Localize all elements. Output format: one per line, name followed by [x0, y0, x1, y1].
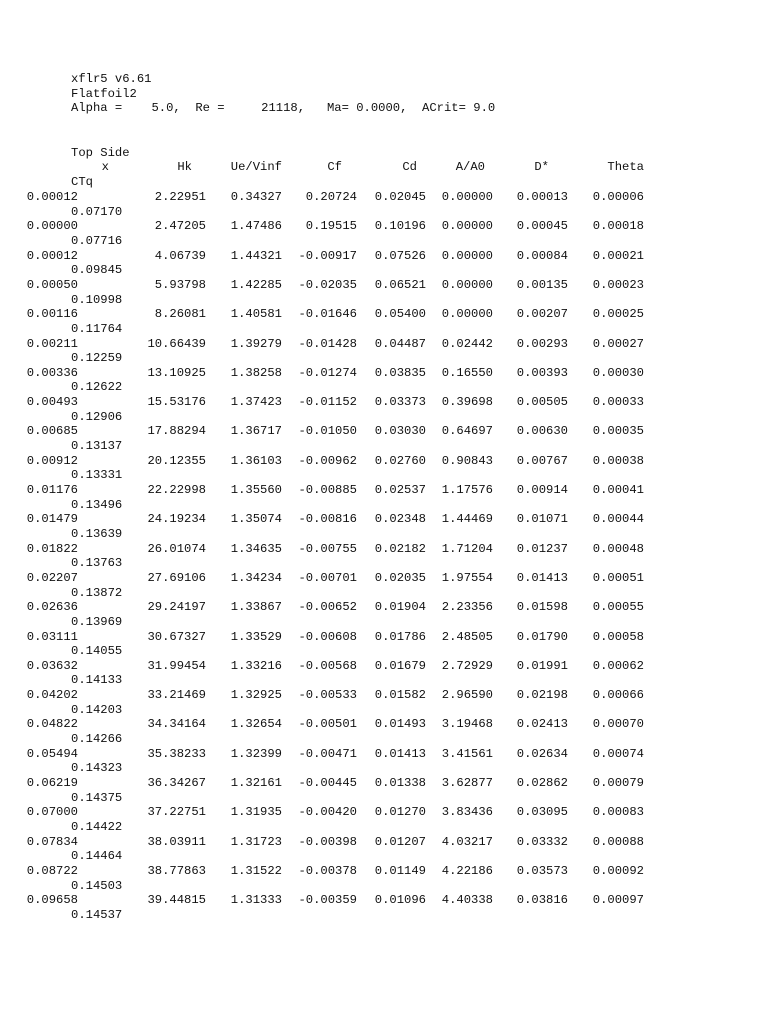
cell-ctq: 0.14537 [71, 907, 123, 922]
cell-hk: 5.93798 [154, 277, 206, 292]
cell-a-a0: 3.83436 [441, 805, 493, 820]
cell-ue-vinf: 1.31522 [230, 863, 282, 878]
cell-ctq: 0.13496 [71, 497, 123, 512]
cell-cd: 0.01904 [374, 600, 426, 615]
cell-cd: 0.01786 [374, 629, 426, 644]
cell-dstar: 0.03816 [516, 893, 568, 908]
cell-hk: 30.67327 [147, 629, 206, 644]
cell-ue-vinf: 1.32161 [230, 776, 282, 790]
cell-ue-vinf: 1.36103 [230, 453, 282, 468]
cell-ue-vinf: 1.33529 [230, 629, 282, 644]
cell-dstar: 0.03332 [516, 834, 568, 849]
cell-theta: 0.00092 [592, 863, 644, 878]
cell-a-a0: 2.48505 [441, 629, 493, 644]
cell-dstar: 0.02413 [516, 717, 568, 732]
cell-ctq: 0.14133 [71, 673, 123, 688]
cell-theta: 0.00051 [592, 570, 644, 585]
cell-x: 0.00012 [26, 248, 78, 263]
cell-ue-vinf: 1.34234 [230, 570, 282, 585]
cell-theta: 0.00021 [592, 248, 644, 263]
cell-ctq: 0.07716 [71, 233, 123, 248]
cell-cd: 0.01582 [374, 688, 426, 703]
cell-x: 0.04202 [26, 688, 78, 703]
cell-cd: 0.10196 [374, 219, 426, 234]
cell-ue-vinf: 1.42285 [230, 277, 282, 292]
cell-ctq: 0.14055 [71, 644, 123, 659]
cell-hk: 39.44815 [147, 893, 206, 908]
cell-hk: 33.21469 [147, 688, 206, 703]
cell-theta: 0.00018 [592, 219, 644, 234]
cell-hk: 26.01074 [147, 541, 206, 556]
cell-cd: 0.02537 [374, 483, 426, 497]
cell-cf: 0.20724 [305, 190, 357, 204]
cell-theta: 0.00070 [592, 717, 644, 732]
cell-ue-vinf: 1.33867 [230, 600, 282, 615]
cell-dstar: 0.00084 [516, 248, 568, 263]
cell-hk: 22.22998 [147, 483, 206, 497]
cell-ue-vinf: 1.37423 [230, 395, 282, 410]
cell-theta: 0.00062 [592, 658, 644, 673]
cell-x: 0.00050 [26, 277, 78, 292]
cell-ctq: 0.13872 [71, 585, 123, 600]
cell-theta: 0.00033 [592, 395, 644, 410]
cell-dstar: 0.02862 [516, 776, 568, 790]
cell-ctq: 0.14266 [71, 732, 123, 746]
cell-hk: 35.38233 [147, 746, 206, 761]
cell-cd: 0.02045 [374, 190, 426, 204]
column-header-ue-vinf: Ue/Vinf [230, 160, 282, 174]
cell-x: 0.01822 [26, 541, 78, 556]
cell-theta: 0.00006 [592, 190, 644, 204]
cell-cf: -0.01152 [298, 395, 357, 410]
cell-theta: 0.00058 [592, 629, 644, 644]
cell-cd: 0.01679 [374, 658, 426, 673]
cell-ue-vinf: 1.32925 [230, 688, 282, 703]
column-header-theta: Theta [607, 160, 644, 174]
run-conditions: Alpha = 5.0, Re = 21118, Ma= 0.0000, ACrit= 9.0 [71, 101, 496, 115]
column-header-dstar: D* [534, 160, 549, 174]
cell-cf: -0.00359 [298, 893, 357, 908]
column-header-a-a0: A/A0 [455, 160, 485, 174]
cell-theta: 0.00097 [592, 893, 644, 908]
cell-ue-vinf: 1.31333 [230, 893, 282, 908]
cell-a-a0: 1.97554 [441, 570, 493, 585]
cell-hk: 4.06739 [154, 248, 206, 263]
cell-dstar: 0.01237 [516, 541, 568, 556]
cell-x: 0.06219 [26, 776, 78, 790]
cell-ue-vinf: 1.32654 [230, 717, 282, 732]
cell-cf: -0.00420 [298, 805, 357, 820]
cell-a-a0: 1.17576 [441, 483, 493, 497]
cell-ctq: 0.13763 [71, 556, 123, 571]
cell-hk: 38.03911 [147, 834, 206, 849]
section-title: Top Side [71, 146, 130, 160]
cell-a-a0: 2.72929 [441, 658, 493, 673]
cell-hk: 2.22951 [154, 190, 206, 204]
cell-a-a0: 4.22186 [441, 863, 493, 878]
cell-dstar: 0.01790 [516, 629, 568, 644]
cell-cf: -0.00568 [298, 658, 357, 673]
cell-cf: -0.01428 [298, 336, 357, 351]
cell-ue-vinf: 1.32399 [230, 746, 282, 761]
cell-cf: 0.19515 [305, 219, 357, 234]
cell-cf: -0.00378 [298, 863, 357, 878]
cell-x: 0.03111 [26, 629, 78, 644]
cell-x: 0.01176 [26, 483, 78, 497]
cell-cd: 0.06521 [374, 277, 426, 292]
cell-ue-vinf: 1.39279 [230, 336, 282, 351]
cell-cd: 0.03373 [374, 395, 426, 410]
cell-cd: 0.01207 [374, 834, 426, 849]
cell-cd: 0.01413 [374, 746, 426, 761]
cell-ctq: 0.13639 [71, 526, 123, 541]
cell-cf: -0.00652 [298, 600, 357, 615]
cell-ue-vinf: 1.35560 [230, 483, 282, 497]
cell-cd: 0.03835 [374, 365, 426, 380]
cell-cd: 0.02182 [374, 541, 426, 556]
cell-cf: -0.00816 [298, 512, 357, 527]
cell-cf: -0.01274 [298, 365, 357, 380]
cell-cd: 0.02035 [374, 570, 426, 585]
cell-x: 0.08722 [26, 863, 78, 878]
cell-ctq: 0.09845 [71, 263, 123, 278]
cell-x: 0.07834 [26, 834, 78, 849]
cell-ctq: 0.14323 [71, 761, 123, 776]
cell-x: 0.02207 [26, 570, 78, 585]
cell-theta: 0.00025 [592, 307, 644, 322]
cell-cd: 0.04487 [374, 336, 426, 351]
cell-cd: 0.01096 [374, 893, 426, 908]
cell-hk: 31.99454 [147, 658, 206, 673]
cell-ue-vinf: 1.36717 [230, 424, 282, 439]
cell-theta: 0.00038 [592, 453, 644, 468]
cell-ue-vinf: 1.31935 [230, 805, 282, 820]
cell-ctq: 0.12259 [71, 351, 123, 366]
cell-dstar: 0.00207 [516, 307, 568, 322]
cell-cf: -0.00471 [298, 746, 357, 761]
cell-x: 0.00211 [26, 336, 78, 351]
cell-ue-vinf: 1.33216 [230, 658, 282, 673]
cell-cd: 0.05400 [374, 307, 426, 322]
cell-cd: 0.02348 [374, 512, 426, 527]
cell-a-a0: 2.23356 [441, 600, 493, 615]
cell-dstar: 0.02634 [516, 746, 568, 761]
column-header-ctq: CTq [71, 175, 93, 189]
cell-dstar: 0.00135 [516, 277, 568, 292]
cell-cd: 0.01270 [374, 805, 426, 820]
cell-ctq: 0.13969 [71, 614, 123, 629]
cell-hk: 38.77863 [147, 863, 206, 878]
cell-a-a0: 0.90843 [441, 453, 493, 468]
cell-ue-vinf: 1.47486 [230, 219, 282, 234]
cell-dstar: 0.01071 [516, 512, 568, 527]
cell-a-a0: 2.96590 [441, 688, 493, 703]
cell-dstar: 0.00293 [516, 336, 568, 351]
cell-dstar: 0.03095 [516, 805, 568, 820]
column-header-hk: Hk [177, 160, 192, 174]
cell-theta: 0.00041 [592, 483, 644, 497]
cell-hk: 20.12355 [147, 453, 206, 468]
cell-cf: -0.00755 [298, 541, 357, 556]
cell-dstar: 0.00630 [516, 424, 568, 439]
cell-dstar: 0.01598 [516, 600, 568, 615]
cell-a-a0: 0.64697 [441, 424, 493, 439]
cell-theta: 0.00088 [592, 834, 644, 849]
cell-ctq: 0.10998 [71, 292, 123, 307]
cell-ctq: 0.14375 [71, 790, 123, 805]
cell-theta: 0.00027 [592, 336, 644, 351]
cell-ctq: 0.11764 [71, 321, 123, 336]
cell-theta: 0.00023 [592, 277, 644, 292]
cell-x: 0.00912 [26, 453, 78, 468]
cell-a-a0: 0.00000 [441, 219, 493, 234]
cell-dstar: 0.00045 [516, 219, 568, 234]
cell-x: 0.00493 [26, 395, 78, 410]
cell-dstar: 0.00393 [516, 365, 568, 380]
cell-x: 0.00012 [26, 190, 78, 204]
cell-ue-vinf: 1.38258 [230, 365, 282, 380]
cell-ctq: 0.14203 [71, 702, 123, 717]
cell-x: 0.07000 [26, 805, 78, 820]
cell-ue-vinf: 1.44321 [230, 248, 282, 263]
cell-ue-vinf: 1.34635 [230, 541, 282, 556]
cell-theta: 0.00074 [592, 746, 644, 761]
cell-cf: -0.02035 [298, 277, 357, 292]
cell-cf: -0.00398 [298, 834, 357, 849]
cell-hk: 2.47205 [154, 219, 206, 234]
cell-ctq: 0.13331 [71, 468, 123, 483]
column-header-cd: Cd [402, 160, 417, 174]
cell-theta: 0.00030 [592, 365, 644, 380]
cell-hk: 8.26081 [154, 307, 206, 322]
cell-cf: -0.00445 [298, 776, 357, 790]
cell-x: 0.03632 [26, 658, 78, 673]
cell-a-a0: 3.41561 [441, 746, 493, 761]
cell-cf: -0.00885 [298, 483, 357, 497]
cell-hk: 24.19234 [147, 512, 206, 527]
cell-a-a0: 0.00000 [441, 307, 493, 322]
cell-a-a0: 4.40338 [441, 893, 493, 908]
cell-x: 0.09658 [26, 893, 78, 908]
cell-hk: 36.34267 [147, 776, 206, 790]
column-header-cf: Cf [327, 160, 342, 174]
cell-cf: -0.00501 [298, 717, 357, 732]
cell-cf: -0.00533 [298, 688, 357, 703]
cell-a-a0: 0.16550 [441, 365, 493, 380]
cell-x: 0.04822 [26, 717, 78, 732]
cell-cf: -0.00962 [298, 453, 357, 468]
cell-ctq: 0.07170 [71, 204, 123, 219]
cell-dstar: 0.02198 [516, 688, 568, 703]
cell-cd: 0.01338 [374, 776, 426, 790]
cell-dstar: 0.00013 [516, 190, 568, 204]
column-header-x: x [101, 160, 109, 174]
cell-hk: 27.69106 [147, 570, 206, 585]
cell-hk: 29.24197 [147, 600, 206, 615]
cell-theta: 0.00048 [592, 541, 644, 556]
cell-ue-vinf: 1.40581 [230, 307, 282, 322]
cell-x: 0.00000 [26, 219, 78, 234]
cell-a-a0: 4.03217 [441, 834, 493, 849]
cell-theta: 0.00055 [592, 600, 644, 615]
cell-x: 0.00685 [26, 424, 78, 439]
cell-theta: 0.00044 [592, 512, 644, 527]
program-version: xflr5 v6.61 [71, 72, 152, 86]
cell-theta: 0.00035 [592, 424, 644, 439]
foil-name: Flatfoil2 [71, 87, 137, 101]
cell-ue-vinf: 1.35074 [230, 512, 282, 527]
cell-theta: 0.00083 [592, 805, 644, 820]
cell-a-a0: 0.39698 [441, 395, 493, 410]
cell-x: 0.00336 [26, 365, 78, 380]
cell-cf: -0.00917 [298, 248, 357, 263]
cell-cf: -0.01646 [298, 307, 357, 322]
cell-a-a0: 0.00000 [441, 248, 493, 263]
cell-dstar: 0.03573 [516, 863, 568, 878]
cell-dstar: 0.00914 [516, 483, 568, 497]
cell-ue-vinf: 1.31723 [230, 834, 282, 849]
cell-theta: 0.00079 [592, 776, 644, 790]
cell-dstar: 0.00505 [516, 395, 568, 410]
cell-ue-vinf: 0.34327 [230, 190, 282, 204]
cell-x: 0.05494 [26, 746, 78, 761]
cell-dstar: 0.01991 [516, 658, 568, 673]
cell-ctq: 0.14503 [71, 878, 123, 893]
cell-a-a0: 0.00000 [441, 190, 493, 204]
cell-a-a0: 0.02442 [441, 336, 493, 351]
cell-cd: 0.07526 [374, 248, 426, 263]
cell-x: 0.02636 [26, 600, 78, 615]
cell-cd: 0.03030 [374, 424, 426, 439]
cell-a-a0: 1.44469 [441, 512, 493, 527]
cell-cd: 0.01493 [374, 717, 426, 732]
cell-x: 0.00116 [26, 307, 78, 322]
cell-hk: 10.66439 [147, 336, 206, 351]
cell-ctq: 0.12622 [71, 380, 123, 395]
cell-a-a0: 1.71204 [441, 541, 493, 556]
cell-dstar: 0.00767 [516, 453, 568, 468]
cell-a-a0: 3.19468 [441, 717, 493, 732]
cell-a-a0: 0.00000 [441, 277, 493, 292]
cell-ctq: 0.12906 [71, 409, 123, 424]
cell-cf: -0.01050 [298, 424, 357, 439]
cell-theta: 0.00066 [592, 688, 644, 703]
cell-hk: 13.10925 [147, 365, 206, 380]
cell-cf: -0.00608 [298, 629, 357, 644]
cell-cd: 0.02760 [374, 453, 426, 468]
cell-cf: -0.00701 [298, 570, 357, 585]
cell-hk: 37.22751 [147, 805, 206, 820]
cell-hk: 34.34164 [147, 717, 206, 732]
cell-ctq: 0.13137 [71, 439, 123, 453]
cell-hk: 17.88294 [147, 424, 206, 439]
cell-dstar: 0.01413 [516, 570, 568, 585]
cell-cd: 0.01149 [374, 863, 426, 878]
cell-x: 0.01479 [26, 512, 78, 527]
cell-a-a0: 3.62877 [441, 776, 493, 790]
cell-hk: 15.53176 [147, 395, 206, 410]
cell-ctq: 0.14464 [71, 849, 123, 864]
cell-ctq: 0.14422 [71, 819, 123, 834]
